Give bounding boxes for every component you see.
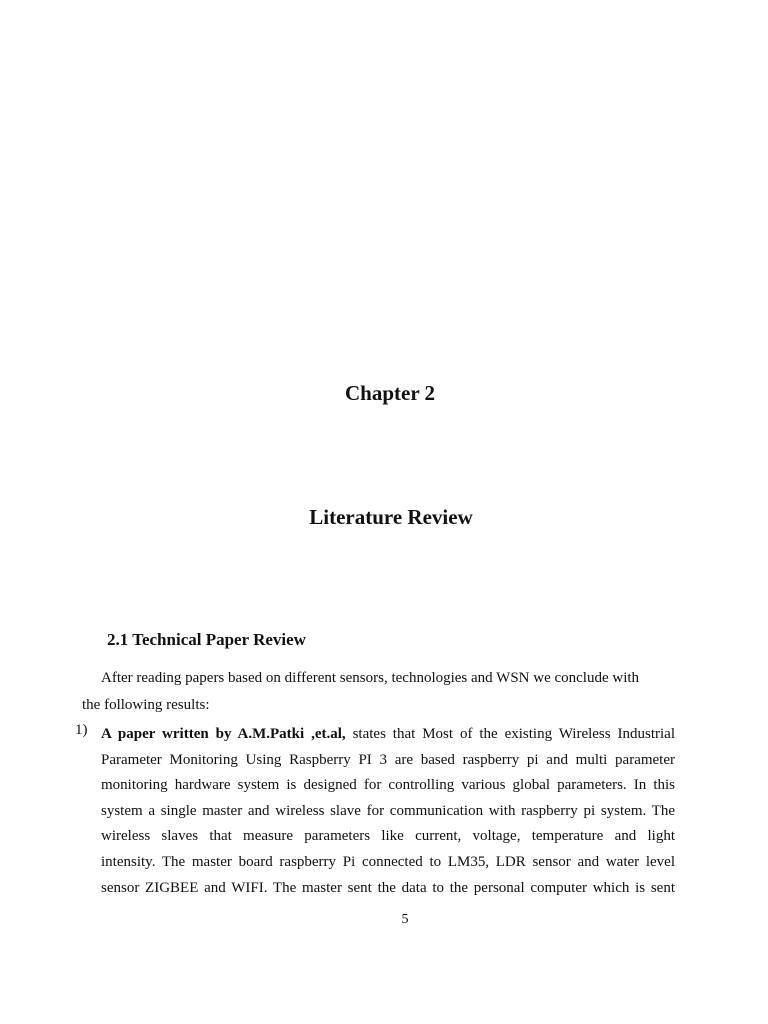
list-item-line: Parameter Monitoring Using Raspberry PI 3 are based raspberry pi and multi parameter xyxy=(101,751,675,768)
chapter-number: Chapter 2 xyxy=(344,381,436,405)
chapter-title: Literature Review xyxy=(309,505,473,529)
list-item-line xyxy=(101,722,675,748)
section-heading: 2.1 Technical Paper Review xyxy=(107,630,306,649)
list-item-line: monitoring hardware system is designed for controlling various global parameters. In this xyxy=(101,777,675,794)
page-number: 5 xyxy=(401,912,409,927)
list-item-line-text: states that Most of the existing Wireless Industrial xyxy=(345,726,676,742)
list-item-line: system a single master and wireless slave for communication with raspberry pi system. The xyxy=(101,802,675,819)
list-item-line: intensity. The master board raspberry Pi connected to LM35, LDR sensor and water level xyxy=(101,853,675,870)
list-item-line: wireless slaves that measure parameters like current, voltage, temperature and light xyxy=(101,828,675,845)
intro-paragraph-line: After reading papers based on different sensors, technologies and WSN we conclude with xyxy=(101,670,640,686)
list-item-marker: 1) xyxy=(75,722,88,738)
list-item-lead: A paper written by A.M.Patki ,et.al, xyxy=(101,726,346,742)
intro-paragraph-line: the following results: xyxy=(82,697,210,713)
list-item-line: sensor ZIGBEE and WIFI. The master sent the data to the personal computer which is sent xyxy=(101,879,675,896)
list-item-text xyxy=(101,722,675,901)
